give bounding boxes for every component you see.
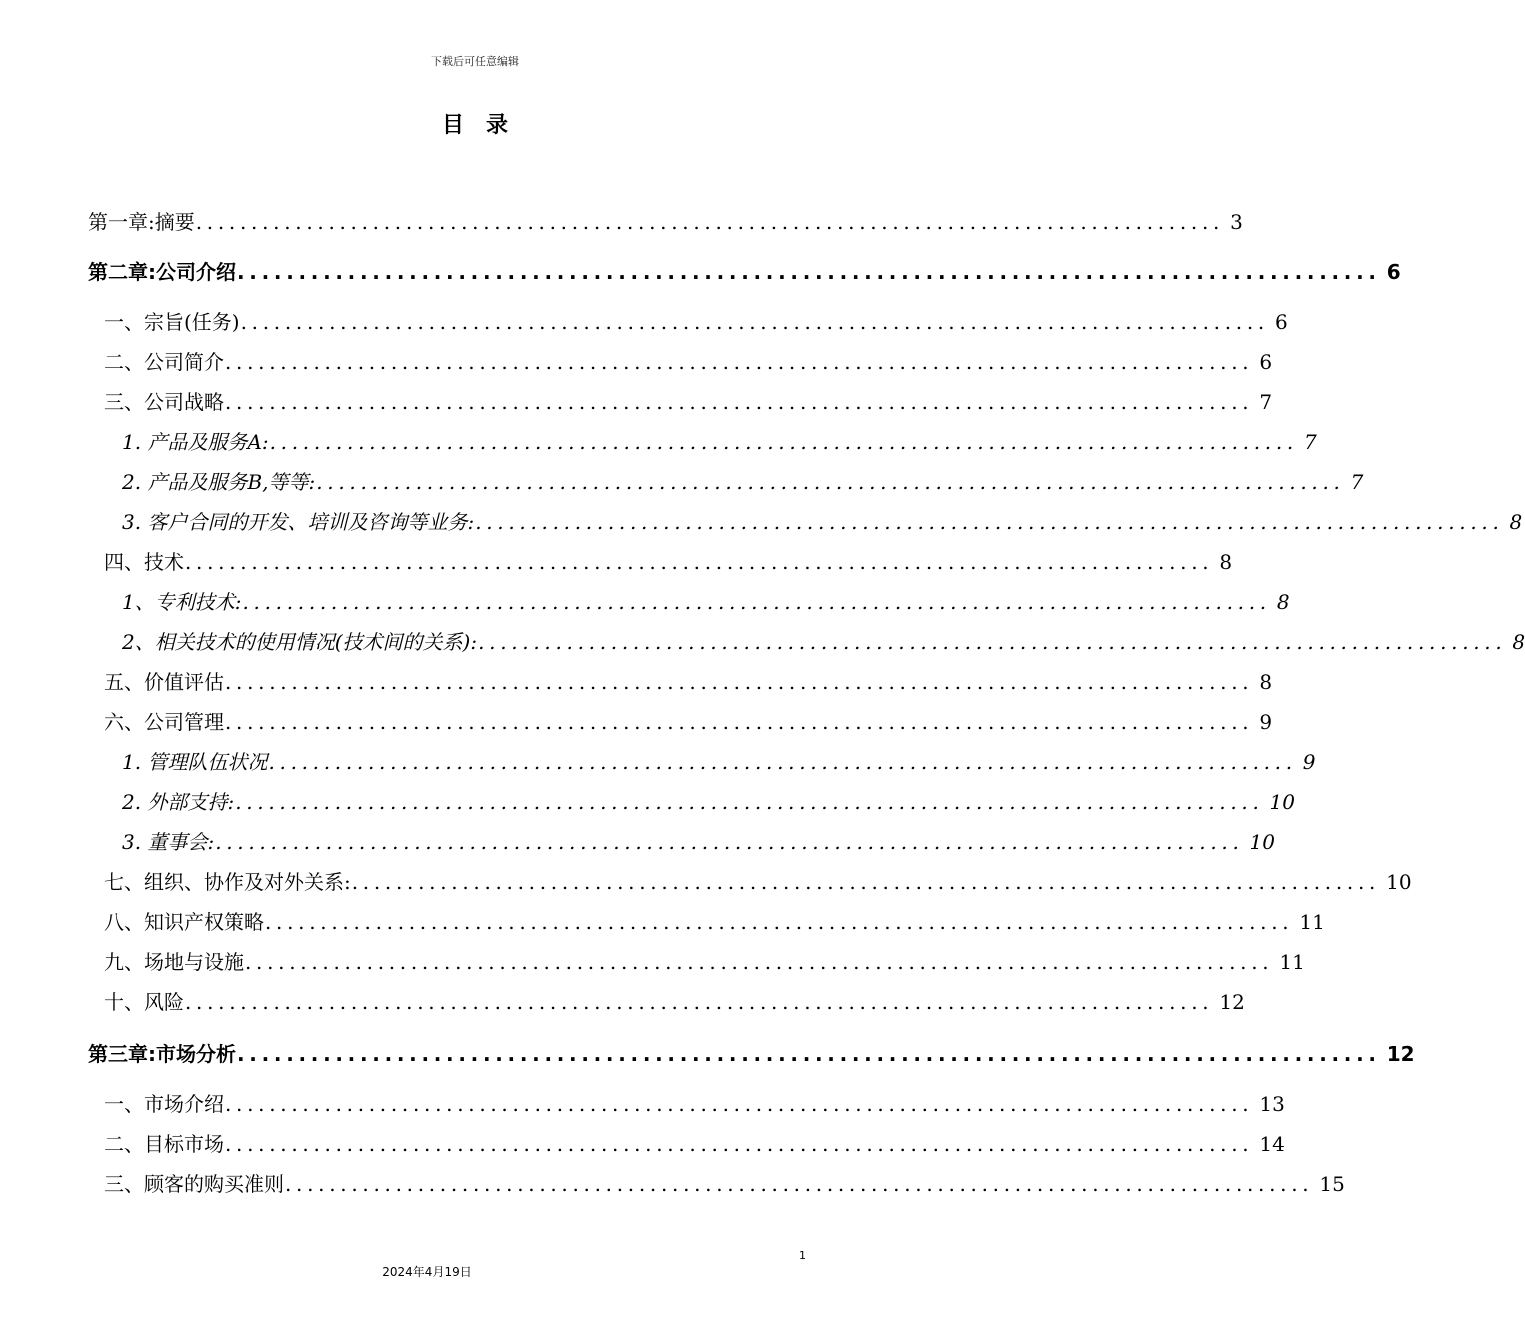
dot-leader: ............................................................................................. [215,830,1244,854]
toc-entry-page: 3 [1230,210,1243,234]
toc-entry-label: 二、目标市场 [104,1132,224,1156]
toc-entry-label: 1、专利技术: [122,590,242,614]
toc-entry-label: 第三章:市场分析 [88,1042,236,1066]
toc-entry[interactable] [104,985,1245,1019]
toc-entry-page: 7 [1303,430,1317,454]
dot-leader: ............................................................................................. [316,470,1345,494]
toc-entry-label: 2、相关技术的使用情况(技术间的关系): [122,630,478,654]
toc-entry-page: 6 [1259,350,1273,374]
toc-entry-page: 8 [1259,670,1273,694]
dot-leader: ............................................................................................. [478,630,1507,654]
toc-entry-label: 一、市场介绍 [104,1092,224,1116]
toc-entry[interactable] [104,1087,1285,1121]
dot-leader: ............................................................................................. [225,390,1254,414]
toc-entry[interactable] [122,425,1317,459]
dot-leader: ............................................................................................. [240,310,1269,334]
toc-entry-page: 9 [1259,710,1273,734]
toc-entry-page: 10 [1386,870,1412,894]
toc-entry[interactable] [104,665,1273,699]
toc-entry-page: 15 [1319,1172,1345,1196]
toc-entry-label: 3. 董事会: [122,830,215,854]
toc-entry-page: 7 [1350,470,1364,494]
dot-leader: ............................................................................................. [285,1172,1314,1196]
toc-entry-page: 14 [1259,1132,1285,1156]
header-note: 下载后可任意编辑 [431,55,519,68]
toc-entry-page: 7 [1259,390,1273,414]
toc-entry[interactable] [122,465,1364,499]
dot-leader: ............................................................................................. [242,590,1271,614]
toc-entry[interactable] [104,905,1325,939]
toc-entry-label: 二、公司简介 [104,350,224,374]
toc-entry-label: 三、公司战略 [104,390,224,414]
toc-entry-label: 九、场地与设施 [104,950,244,974]
toc-entry-chapter-2[interactable] [88,255,1401,289]
toc-entry[interactable] [104,865,1412,899]
toc-entry-label: 一、宗旨(任务) [104,310,240,334]
dot-leader: ............................................................................................. [351,870,1381,894]
page-number: 1 [799,1249,806,1262]
toc-entry-chapter-1[interactable] [88,205,1243,239]
toc-entry-label: 六、公司管理 [104,710,224,734]
toc-entry[interactable] [122,505,1523,539]
dot-leader: ............................................................................................. [268,750,1297,774]
toc-entry[interactable] [122,825,1275,859]
dot-leader: ............................................................................................. [185,990,1214,1014]
toc-entry-page: 10 [1269,790,1295,814]
toc-entry[interactable] [104,945,1305,979]
toc-entry-label: 八、知识产权策略 [104,910,264,934]
toc-entry-label: 第一章:摘要 [88,210,195,234]
dot-leader: ............................................................................................. [225,710,1254,734]
toc-entry[interactable] [104,705,1273,739]
toc-entry-label: 四、技术 [104,550,184,574]
toc-entry-page: 13 [1259,1092,1285,1116]
footer-date: 2024年4月19日 [382,1265,472,1279]
toc-entry-page: 8 [1276,590,1290,614]
toc-entry-page: 6 [1386,260,1401,284]
toc-entry-page: 9 [1302,750,1316,774]
dot-leader: ............................................................................................. [195,210,1225,234]
toc-entry-label: 2. 外部支持: [122,790,235,814]
toc-entry-label: 十、风险 [104,990,184,1014]
dot-leader: ............................................................................................. [225,350,1254,374]
dot-leader: ............................................................................................. [225,1132,1254,1156]
toc-entry[interactable] [122,745,1316,779]
dot-leader: ............................................................................................. [269,430,1298,454]
dot-leader: ............................................................................................. [265,910,1294,934]
toc-entry-label: 第二章:公司介绍 [88,260,236,284]
toc-entry-label: 七、组织、协作及对外关系: [104,870,351,894]
toc-entry[interactable] [122,585,1290,619]
toc-entry[interactable] [122,785,1295,819]
dot-leader: ............................................................................................. [225,670,1254,694]
toc-entry-chapter-3[interactable] [88,1037,1415,1071]
toc-entry[interactable] [104,1127,1285,1161]
toc-entry-page: 12 [1386,1042,1415,1066]
toc-entry-label: 2. 产品及服务B,等等: [122,470,316,494]
toc-entry[interactable] [104,345,1273,379]
toc-entry-page: 8 [1512,630,1525,654]
toc-entry-page: 11 [1279,950,1305,974]
toc-entry-label: 1. 产品及服务A: [122,430,269,454]
dot-leader: ............................................................................................. [237,260,1381,284]
toc-entry-page: 11 [1299,910,1325,934]
toc-entry-label: 1. 管理队伍状况 [122,750,268,774]
dot-leader: ............................................................................................. [185,550,1214,574]
dot-leader: ............................................................................................. [245,950,1274,974]
toc-entry-label: 3. 客户合同的开发、培训及咨询等业务: [122,510,475,534]
toc-entry[interactable] [122,625,1525,659]
toc-entry[interactable] [104,385,1273,419]
toc-title: 目录 [441,113,530,138]
toc-entry-page: 12 [1219,990,1245,1014]
toc-entry-page: 10 [1249,830,1275,854]
dot-leader: ............................................................................................. [475,510,1504,534]
toc-entry-label: 三、顾客的购买准则 [104,1172,284,1196]
toc-entry[interactable] [104,545,1233,579]
dot-leader: ............................................................................................. [237,1042,1381,1066]
dot-leader: ............................................................................................. [235,790,1264,814]
dot-leader: ............................................................................................. [225,1092,1254,1116]
toc-entry-page: 8 [1219,550,1233,574]
toc-entry[interactable] [104,305,1288,339]
toc-entry-page: 6 [1274,310,1288,334]
toc-entry-page: 8 [1509,510,1523,534]
toc-entry[interactable] [104,1167,1345,1201]
toc-entry-label: 五、价值评估 [104,670,224,694]
